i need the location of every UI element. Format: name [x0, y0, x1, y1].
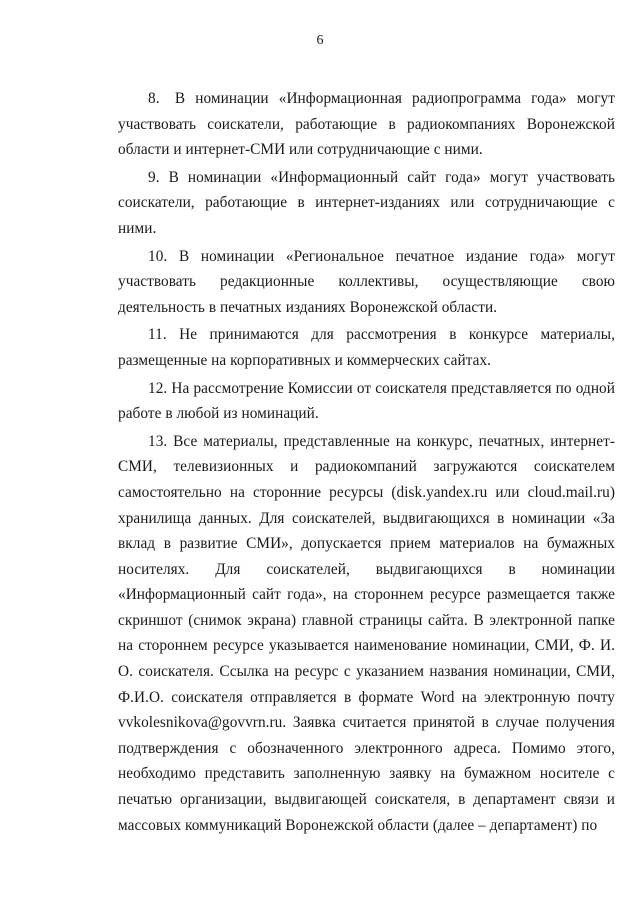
paragraph-12: 12. На рассмотрение Комиссии от соискателя представляется по одной работе в любой из номинаций.: [118, 379, 615, 423]
paragraph-11: 11. Не принимаются для рассмотрения в конкурсе материалы, размещенные на корпоративных и коммерческих сайтах.: [118, 326, 615, 369]
paragraph-13: 13. Все материалы, представленные на конкурс, печатных, интернет-СМИ, телевизионных и радиокомпаний загружаются соискателем самостоятельно на сторонние ресурсы (disk.yandex.ru или cloud.mail.ru) хранилища данных. Для соискателей, выдвигающихся в номинации «За вклад в развитие СМИ», допускается прием материалов на бумажных носителях. Для соискателей, выдвигающихся в номинации «Информационный сайт года», на стороннем ресурсе размещается также скриншот (снимок экрана) главной страницы сайта. В электронной папке на стороннем ресурсе указывается наименование номинации, СМИ, Ф. И. О. соискателя. Ссылка на ресурс с указанием названия номинации, СМИ, Ф.И.О. соискателя отправляется в формате Word на электронную почту vvkolesnikova@govvrn.ru. Заявка считается принятой в случае получения подтверждения с обозначенного электронного адреса. Помимо этого, необходимо представить заполненную заявку на бумажном носителе с печатью организации, выдвигающей соискателя, в департамент связи и массовых коммуникаций Воронежской области (далее – департамент) по: [118, 432, 615, 834]
paragraph-8: 8. В номинации «Информационная радиопрограмма года» могут участвовать соискатели, работающие в радиокомпаниях Воронежской области и интернет-СМИ или сотрудничающие с ними.: [118, 90, 615, 159]
paragraph-10: 10. В номинации «Региональное печатное издание года» могут участвовать редакционные коллективы, осуществляющие свою деятельность в печатных изданиях Воронежской области.: [118, 247, 615, 316]
paragraph-9: 9. В номинации «Информационный сайт года» могут участвовать соискатели, работающие в интернет-изданиях или сотрудничающие с ними.: [118, 168, 615, 237]
document-body: [118, 86, 615, 839]
page-number: 6: [316, 33, 324, 48]
